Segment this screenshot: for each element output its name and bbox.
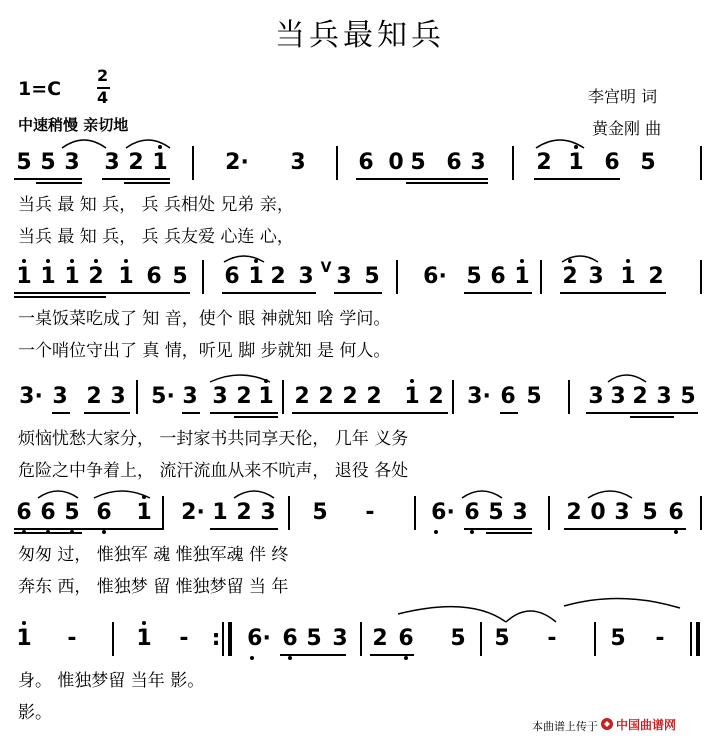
low-octave-dot bbox=[288, 656, 292, 660]
note: 5 bbox=[64, 500, 80, 525]
note: 6 bbox=[40, 500, 56, 525]
note: 6 bbox=[490, 264, 506, 289]
slur bbox=[608, 375, 646, 382]
note: - bbox=[365, 500, 375, 525]
low-octave-dot bbox=[70, 530, 74, 534]
page-title: 当兵最知兵 bbox=[275, 18, 445, 53]
lyric-line: 当兵 最 知 兵， 兵 兵友爱 心连 心， bbox=[18, 227, 294, 247]
lyric-line: 当兵 最 知 兵， 兵 兵相处 兄弟 亲， bbox=[18, 195, 294, 215]
bar-line bbox=[700, 146, 702, 180]
bar-line bbox=[548, 496, 550, 530]
note: 1 bbox=[118, 264, 134, 289]
note: 2 bbox=[648, 264, 664, 289]
underline bbox=[534, 178, 620, 180]
score-row-1 bbox=[0, 150, 720, 184]
note: 3 bbox=[182, 384, 198, 409]
site-logo-text: 中国曲谱网 bbox=[616, 718, 677, 732]
high-octave-dot bbox=[22, 259, 26, 263]
bar-line bbox=[568, 380, 570, 414]
lyric-line: 奔东 西， 惟独梦 留 惟独梦留 当 年 bbox=[18, 577, 289, 597]
note: 5 bbox=[40, 150, 56, 175]
bar-line bbox=[336, 146, 338, 180]
bar-line bbox=[136, 380, 138, 414]
note: 3 bbox=[588, 264, 604, 289]
bar-line bbox=[414, 496, 416, 530]
repeat-sign: : bbox=[211, 626, 221, 651]
note: 1 bbox=[64, 264, 80, 289]
low-octave-dot bbox=[46, 530, 50, 534]
note: 6 bbox=[96, 500, 112, 525]
note: 3· bbox=[19, 384, 43, 409]
time-signature-top: 2 bbox=[97, 66, 109, 85]
bar-line bbox=[288, 496, 290, 530]
note: 2 bbox=[86, 384, 102, 409]
footer-note: 本曲谱上传于 bbox=[532, 720, 598, 733]
underline bbox=[500, 412, 518, 414]
slur bbox=[38, 491, 78, 498]
underline bbox=[630, 416, 674, 418]
slur bbox=[126, 140, 170, 148]
note: 5 bbox=[640, 150, 656, 175]
note: 6 bbox=[398, 626, 414, 651]
note: 6· bbox=[423, 264, 447, 289]
lyrics-row-1-verse-1 bbox=[0, 190, 720, 214]
underline bbox=[14, 528, 162, 530]
slur bbox=[224, 256, 264, 262]
note: 2 bbox=[632, 384, 648, 409]
bar-line-thick bbox=[228, 622, 232, 656]
bar-line bbox=[360, 622, 362, 656]
note: 6 bbox=[668, 500, 684, 525]
note: 5 bbox=[312, 500, 328, 525]
note: 6 bbox=[282, 626, 298, 651]
underline bbox=[222, 292, 316, 294]
note: 6 bbox=[446, 150, 462, 175]
note: 3 bbox=[656, 384, 672, 409]
note: 0 bbox=[388, 150, 404, 175]
lyrics-row-4-verse-1 bbox=[0, 540, 720, 564]
breath-mark: V bbox=[320, 260, 332, 276]
note: 2 bbox=[88, 264, 104, 289]
note: 5 bbox=[680, 384, 696, 409]
note: 5 bbox=[172, 264, 188, 289]
note: 3 bbox=[336, 264, 352, 289]
underline bbox=[210, 528, 278, 530]
bar-line bbox=[162, 496, 164, 530]
underline bbox=[102, 178, 170, 180]
underline bbox=[464, 528, 532, 530]
bar-line bbox=[540, 260, 542, 294]
underline bbox=[406, 182, 488, 184]
note: - bbox=[67, 626, 77, 651]
note: 2 bbox=[536, 150, 552, 175]
bar-line bbox=[594, 622, 596, 656]
underline bbox=[292, 412, 448, 414]
bar-line bbox=[700, 260, 702, 294]
high-octave-dot bbox=[22, 621, 26, 625]
underline bbox=[14, 178, 82, 180]
underline bbox=[334, 292, 382, 294]
high-octave-dot bbox=[46, 259, 50, 263]
low-octave-dot bbox=[250, 656, 254, 660]
note: 5 bbox=[494, 626, 510, 651]
high-octave-dot bbox=[142, 495, 146, 499]
note: 6 bbox=[146, 264, 162, 289]
high-octave-dot bbox=[124, 259, 128, 263]
note: 6· bbox=[431, 500, 455, 525]
underline bbox=[124, 182, 170, 184]
note: 2· bbox=[181, 500, 205, 525]
note: 3 bbox=[588, 384, 604, 409]
note: 3 bbox=[614, 500, 630, 525]
note: 1 bbox=[514, 264, 530, 289]
underline bbox=[36, 182, 82, 184]
score-row-3 bbox=[0, 384, 720, 418]
score-row-5 bbox=[0, 626, 720, 660]
note: 2 bbox=[562, 264, 578, 289]
lyrics-row-4-verse-2 bbox=[0, 572, 720, 596]
note: 2 bbox=[128, 150, 144, 175]
bar-line bbox=[452, 380, 454, 414]
note: 3 bbox=[298, 264, 314, 289]
slur bbox=[588, 491, 632, 498]
note: 3 bbox=[512, 500, 528, 525]
lyric-line: 危险之中争着上， 流汗流血从来不吭声， 退役 各处 bbox=[18, 461, 409, 481]
underline bbox=[210, 412, 278, 414]
note: 2 bbox=[566, 500, 582, 525]
lyric-line: 匆匆 过， 惟独军 魂 惟独军魂 伴 终 bbox=[18, 545, 289, 565]
underline bbox=[560, 292, 666, 294]
high-octave-dot bbox=[94, 259, 98, 263]
bar-line bbox=[112, 622, 114, 656]
low-octave-dot bbox=[434, 530, 438, 534]
bar-line-thick bbox=[696, 622, 700, 656]
note: 3 bbox=[104, 150, 120, 175]
underline bbox=[486, 532, 532, 534]
note: 5 bbox=[16, 150, 32, 175]
lyrics-row-2-verse-2 bbox=[0, 336, 720, 360]
underline bbox=[14, 292, 190, 294]
note: 5 bbox=[450, 626, 466, 651]
lyrics-row-3-verse-2 bbox=[0, 456, 720, 480]
underline bbox=[234, 416, 278, 418]
note: 6 bbox=[464, 500, 480, 525]
slur bbox=[462, 491, 502, 498]
slur bbox=[564, 598, 680, 608]
low-octave-dot bbox=[470, 530, 474, 534]
high-octave-dot bbox=[264, 379, 268, 383]
note: 3 bbox=[110, 384, 126, 409]
bar-line bbox=[202, 260, 204, 294]
note: 2· bbox=[225, 150, 249, 175]
note: 5 bbox=[526, 384, 542, 409]
high-octave-dot bbox=[568, 259, 572, 263]
note: 6 bbox=[224, 264, 240, 289]
score-row-2 bbox=[0, 260, 720, 298]
note: 3· bbox=[467, 384, 491, 409]
lyric-line: 烦恼忧愁大家分， 一封家书共同享天伦， 几年 义务 bbox=[18, 429, 409, 449]
note: 1 bbox=[40, 264, 56, 289]
bar-line bbox=[690, 622, 692, 656]
lyric-line: 一桌饭菜吃成了 知 音，使个 眼 神就知 啥 学问。 bbox=[18, 309, 391, 329]
note: 2 bbox=[236, 500, 252, 525]
low-octave-dot bbox=[102, 530, 106, 534]
note: 2 bbox=[294, 384, 310, 409]
bar-line bbox=[700, 496, 702, 530]
note: 1 bbox=[404, 384, 420, 409]
underline bbox=[52, 412, 70, 414]
lyric-line: 影。 bbox=[18, 703, 52, 723]
note: 5 bbox=[364, 264, 380, 289]
tempo-marking: 中速稍慢 亲切地 bbox=[18, 116, 129, 134]
underline bbox=[84, 412, 130, 414]
note: 5 bbox=[466, 264, 482, 289]
note: 3 bbox=[260, 500, 276, 525]
time-signature-bottom: 4 bbox=[97, 88, 109, 107]
high-octave-dot bbox=[158, 145, 162, 149]
high-octave-dot bbox=[574, 145, 578, 149]
note: 2 bbox=[366, 384, 382, 409]
underline bbox=[464, 292, 532, 294]
underline bbox=[586, 412, 698, 414]
composer-credit: 黄金刚 曲 bbox=[592, 119, 662, 138]
note: 3 bbox=[332, 626, 348, 651]
note: 1 bbox=[620, 264, 636, 289]
slur bbox=[506, 611, 556, 622]
note: 3 bbox=[470, 150, 486, 175]
note: 3 bbox=[610, 384, 626, 409]
lyrics-row-2-verse-1 bbox=[0, 304, 720, 328]
note: 0 bbox=[590, 500, 606, 525]
high-octave-dot bbox=[520, 259, 524, 263]
note: 5 bbox=[306, 626, 322, 651]
lyricist-credit: 李宫明 词 bbox=[588, 87, 658, 106]
note: 1 bbox=[152, 150, 168, 175]
lyrics-row-1-verse-2 bbox=[0, 222, 720, 246]
note: 1 bbox=[212, 500, 228, 525]
high-octave-dot bbox=[70, 259, 74, 263]
note: 1 bbox=[258, 384, 274, 409]
note: 1 bbox=[136, 500, 152, 525]
bar-line bbox=[222, 622, 224, 656]
lyrics-row-3-verse-1 bbox=[0, 424, 720, 448]
note: 5 bbox=[610, 626, 626, 651]
low-octave-dot bbox=[674, 530, 678, 534]
underline bbox=[182, 412, 200, 414]
low-octave-dot bbox=[22, 530, 26, 534]
high-octave-dot bbox=[410, 379, 414, 383]
high-octave-dot bbox=[142, 621, 146, 625]
score-row-4 bbox=[0, 500, 720, 534]
note: 2 bbox=[270, 264, 286, 289]
note: 3 bbox=[290, 150, 306, 175]
note: 1 bbox=[16, 264, 32, 289]
note: 2 bbox=[428, 384, 444, 409]
bar-line bbox=[282, 380, 284, 414]
note: 6 bbox=[358, 150, 374, 175]
note: 1 bbox=[568, 150, 584, 175]
key-signature: 1=C bbox=[18, 78, 62, 100]
note: 3 bbox=[212, 384, 228, 409]
note: 6 bbox=[604, 150, 620, 175]
note: 5 bbox=[642, 500, 658, 525]
slur bbox=[62, 140, 106, 148]
slur bbox=[398, 607, 506, 622]
note: - bbox=[547, 626, 557, 651]
bar-line bbox=[480, 622, 482, 656]
slur bbox=[234, 491, 274, 498]
note: 1 bbox=[16, 626, 32, 651]
high-octave-dot bbox=[626, 259, 630, 263]
note: 1 bbox=[136, 626, 152, 651]
note: 2 bbox=[236, 384, 252, 409]
underline bbox=[564, 528, 686, 530]
underline bbox=[14, 296, 106, 298]
note: 6 bbox=[500, 384, 516, 409]
high-octave-dot bbox=[254, 259, 258, 263]
lyric-line: 身。 惟独梦留 当年 影。 bbox=[18, 671, 205, 691]
low-octave-dot bbox=[404, 656, 408, 660]
bar-line bbox=[192, 146, 194, 180]
note: 3 bbox=[64, 150, 80, 175]
note: 6· bbox=[247, 626, 271, 651]
note: 3 bbox=[52, 384, 68, 409]
bar-line bbox=[512, 146, 514, 180]
note: - bbox=[655, 626, 665, 651]
note: 6 bbox=[16, 500, 32, 525]
lyrics-row-5-verse-1 bbox=[0, 666, 720, 690]
note: 5· bbox=[151, 384, 175, 409]
note: 2 bbox=[318, 384, 334, 409]
note: 2 bbox=[372, 626, 388, 651]
bar-line bbox=[396, 260, 398, 294]
slur bbox=[210, 375, 270, 382]
note: - bbox=[179, 626, 189, 651]
note: 1 bbox=[248, 264, 264, 289]
lyric-line: 一个哨位守出了 真 情，听见 脚 步就知 是 何人。 bbox=[18, 341, 391, 361]
note: 5 bbox=[488, 500, 504, 525]
site-logo-icon bbox=[600, 717, 614, 731]
underline bbox=[356, 178, 488, 180]
note: 2 bbox=[342, 384, 358, 409]
note: 5 bbox=[410, 150, 426, 175]
